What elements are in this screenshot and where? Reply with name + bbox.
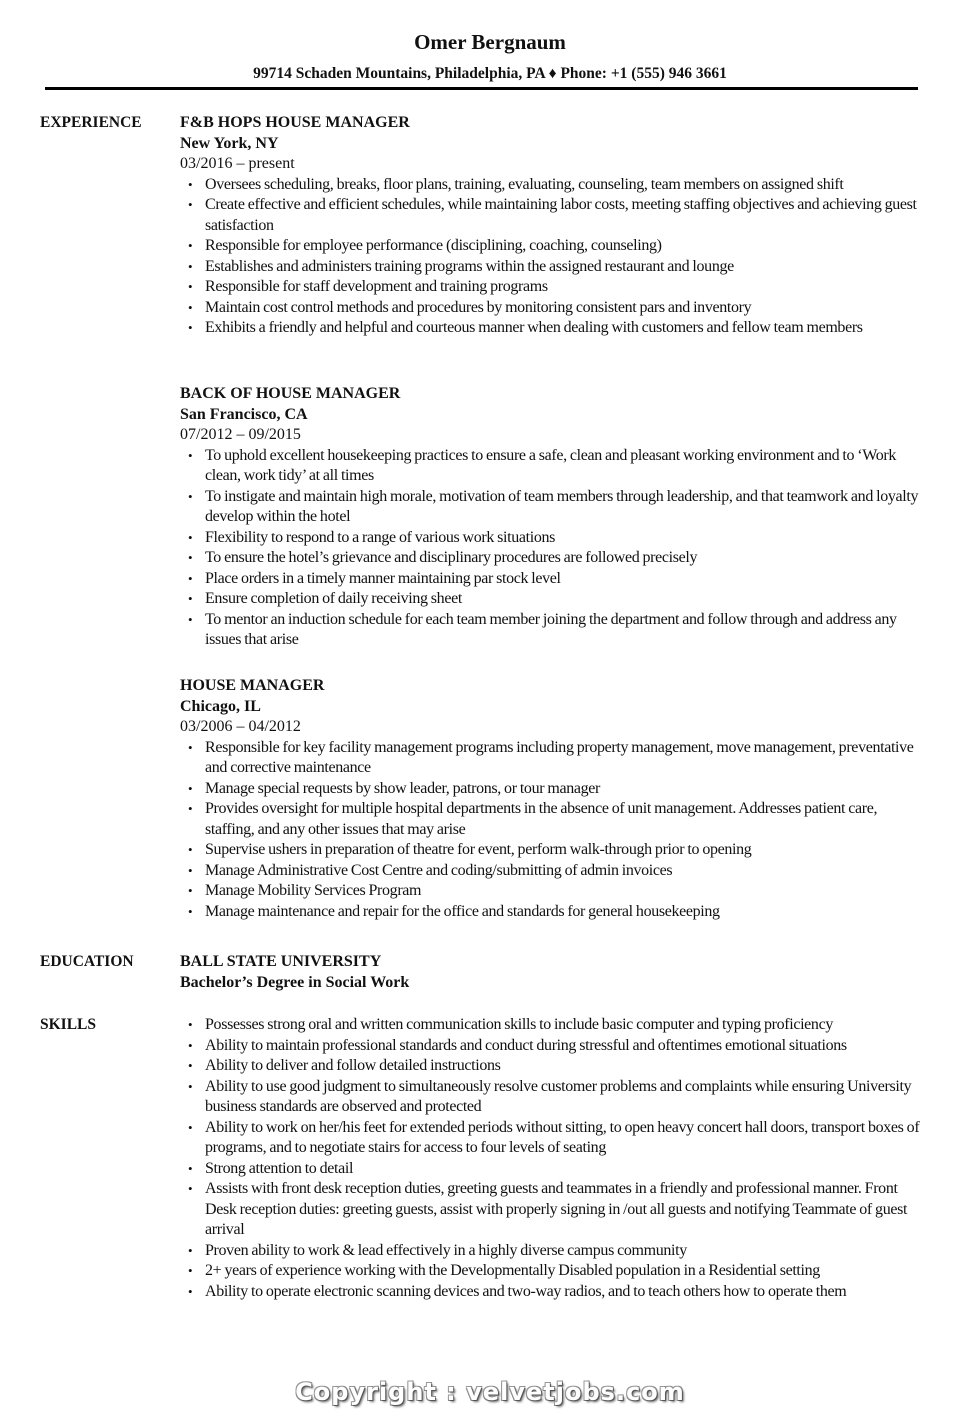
job-entry	[180, 384, 925, 651]
bullet-item: • Manage special requests by show leader, patrons, or tour manager	[205, 779, 925, 800]
job-title: BACK OF HOUSE MANAGER	[180, 385, 401, 402]
job-title: F&B HOPS HOUSE MANAGER	[180, 114, 410, 131]
education-body	[180, 952, 925, 993]
bullet-item: • Create effective and efficient schedules, while maintaining labor costs, meeting staffing objectives and achieving guest satisfaction	[205, 195, 925, 236]
skill-item: • Strong attention to detail	[205, 1159, 925, 1180]
bullet-item: • Maintain cost control methods and procedures by monitoring consistent pars and inventory	[205, 298, 925, 319]
skill-item: • Possesses strong oral and written communication skills to include basic computer and typing proficiency	[205, 1015, 925, 1036]
bullet-item: • Manage maintenance and repair for the office and standards for general housekeeping	[205, 902, 925, 923]
skill-item: • Ability to deliver and follow detailed instructions	[205, 1056, 925, 1077]
bullet-item: • Responsible for staff development and training programs	[205, 277, 925, 298]
bullet-item: • To ensure the hotel’s grievance and disciplinary procedures are followed precisely	[205, 548, 925, 569]
bullet-item: • Place orders in a timely manner maintaining par stock level	[205, 569, 925, 590]
skill-item: • Assists with front desk reception duties, greeting guests and teammates in a friendly and professional manner. Front Desk reception duties: greeting guests, assist with properly signing in /out all guests and notifying Teammate of guest arrival	[205, 1179, 925, 1241]
bullet-item: • Exhibits a friendly and helpful and courteous manner when dealing with customers and fellow team members	[205, 318, 925, 339]
bullet-item: • Establishes and administers training programs within the assigned restaurant and lounge	[205, 257, 925, 278]
skills-body	[180, 1015, 925, 1302]
copyright-watermark: Copyright : velvetjobs.com	[295, 1378, 685, 1406]
skill-item: • 2+ years of experience working with the Developmentally Disabled population in a Residential setting	[205, 1261, 925, 1282]
school-name: BALL STATE UNIVERSITY	[180, 953, 382, 970]
contact-line: 99714 Schaden Mountains, Philadelphia, PA ♦ Phone: +1 (555) 946 3661	[253, 65, 727, 82]
skill-item: • Ability to use good judgment to simultaneously resolve customer problems and complaints while ensuring University business standards are observed and protected	[205, 1077, 925, 1118]
bullet-item: • To mentor an induction schedule for each team member joining the department and follow through and address any issues that arise	[205, 610, 925, 651]
job-dates: 07/2012 – 09/2015	[180, 426, 301, 443]
experience-body	[180, 676, 925, 922]
job-bullets	[180, 446, 925, 651]
bullet-item: • Oversees scheduling, breaks, floor plans, training, evaluating, counseling, team members on assigned shift	[205, 175, 925, 196]
candidate-name: Omer Bergnaum	[414, 30, 566, 54]
skills-bullets	[180, 1015, 925, 1302]
job-entry	[180, 113, 925, 339]
job-bullets	[180, 738, 925, 923]
job-entry	[180, 676, 925, 922]
bullet-item: • To uphold excellent housekeeping practices to ensure a safe, clean and pleasant working environment and to ‘Work clean, work tidy’ at all times	[205, 446, 925, 487]
job-bullets	[180, 175, 925, 339]
bullet-item: • Responsible for key facility management programs including property management, move management, preventative and corrective maintenance	[205, 738, 925, 779]
section-label-experience: EXPERIENCE	[40, 114, 142, 131]
experience-body	[180, 113, 925, 339]
skill-item: • Ability to maintain professional standards and conduct during stressful and oftentimes emotional situations	[205, 1036, 925, 1057]
job-location: Chicago, IL	[180, 697, 261, 715]
experience-body	[180, 384, 925, 651]
section-label-skills: SKILLS	[40, 1016, 97, 1033]
bullet-item: • Supervise ushers in preparation of theatre for event, perform walk-through prior to opening	[205, 840, 925, 861]
skill-item: • Proven ability to work & lead effectively in a highly diverse campus community	[205, 1241, 925, 1262]
bullet-item: • To instigate and maintain high morale, motivation of team members through leadership, and that teamwork and loyalty develop within the hotel	[205, 487, 925, 528]
job-location: San Francisco, CA	[180, 405, 308, 423]
header-divider	[45, 87, 918, 90]
bullet-item: • Ensure completion of daily receiving sheet	[205, 589, 925, 610]
section-label-education: EDUCATION	[40, 953, 134, 970]
job-title: HOUSE MANAGER	[180, 677, 325, 694]
job-dates: 03/2006 – 04/2012	[180, 718, 301, 735]
job-location: New York, NY	[180, 134, 279, 152]
skill-item: • Ability to work on her/his feet for extended periods without sitting, to open heavy concert hall doors, transport boxes of programs, and to negotiate stairs for access to four levels of seating	[205, 1118, 925, 1159]
job-dates: 03/2016 – present	[180, 155, 295, 172]
skill-item: • Ability to operate electronic scanning devices and two-way radios, and to teach others how to operate them	[205, 1282, 925, 1303]
bullet-item: • Flexibility to respond to a range of various work situations	[205, 528, 925, 549]
degree: Bachelor’s Degree in Social Work	[180, 973, 410, 991]
bullet-item: • Provides oversight for multiple hospital departments in the absence of unit management. Addresses patient care, staffing, and any other issues that may arise	[205, 799, 925, 840]
bullet-item: • Manage Administrative Cost Centre and coding/submitting of admin invoices	[205, 861, 925, 882]
bullet-item: • Manage Mobility Services Program	[205, 881, 925, 902]
bullet-item: • Responsible for employee performance (disciplining, coaching, counseling)	[205, 236, 925, 257]
